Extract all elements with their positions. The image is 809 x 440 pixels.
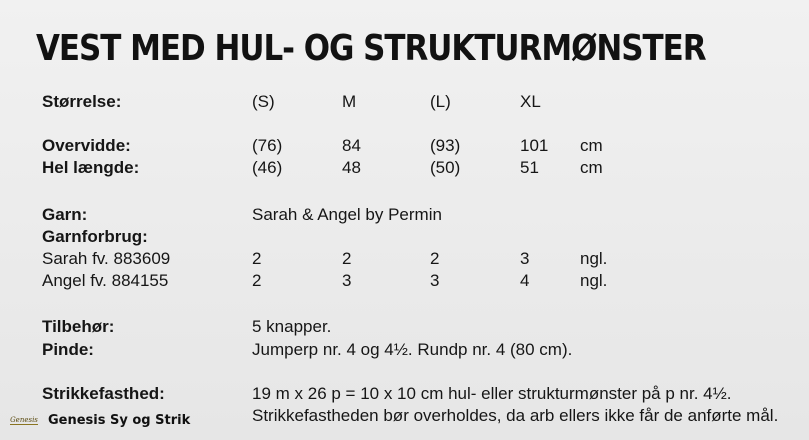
yarn-label: Garn:	[42, 205, 88, 224]
sizes-label: Størrelse:	[42, 92, 122, 111]
chest-label: Overvidde:	[42, 136, 131, 155]
gauge-line-2: Strikkefastheden bør overholdes, da arb ellers ikke får de anførte mål.	[252, 406, 779, 425]
chest-value: 84	[342, 136, 361, 155]
needles-label: Pinde:	[42, 340, 94, 359]
angel-value: 3	[430, 271, 440, 290]
angel-value: 3	[342, 271, 352, 290]
yarn-row	[0, 204, 809, 226]
chest-value: 101	[520, 136, 549, 155]
brand-name: Genesis Sy og Strik	[48, 413, 191, 428]
length-unit: cm	[580, 158, 603, 177]
angel-row	[0, 270, 809, 292]
size-value: (S)	[252, 92, 275, 111]
sarah-label: Sarah fv. 883609	[42, 249, 171, 268]
length-value: 51	[520, 158, 539, 177]
sarah-row	[0, 248, 809, 270]
chest-value: (76)	[252, 136, 283, 155]
accessories-row	[0, 316, 809, 338]
angel-value: 2	[252, 271, 262, 290]
sarah-unit: ngl.	[580, 249, 608, 268]
length-row	[0, 157, 809, 179]
accessories-value: 5 knapper.	[252, 317, 332, 336]
angel-label: Angel fv. 884155	[42, 271, 169, 290]
angel-unit: ngl.	[580, 271, 608, 290]
page-title: VEST MED HUL- OG STRUKTURMØNSTER	[36, 28, 706, 69]
yarn-value: Sarah & Angel by Permin	[252, 205, 442, 224]
accessories-label: Tilbehør:	[42, 317, 115, 336]
size-value: (L)	[430, 92, 451, 111]
needles-row	[0, 339, 809, 361]
consumption-label: Garnforbrug:	[42, 227, 148, 246]
gauge-label: Strikkefasthed:	[42, 384, 165, 403]
gauge-line-1: 19 m x 26 p = 10 x 10 cm hul- eller strukturmønster på p nr. 4½.	[252, 384, 732, 403]
length-value: (46)	[252, 158, 283, 177]
needles-value: Jumperp nr. 4 og 4½. Rundp nr. 4 (80 cm).	[252, 340, 573, 359]
sarah-value: 2	[342, 249, 352, 268]
sarah-value: 3	[520, 249, 530, 268]
size-value: M	[342, 92, 357, 111]
length-value: (50)	[430, 158, 461, 177]
chest-value: (93)	[430, 136, 461, 155]
sarah-value: 2	[430, 249, 440, 268]
size-value: XL	[520, 92, 541, 111]
length-label: Hel længde:	[42, 158, 140, 177]
sizes-row	[0, 91, 809, 113]
chest-unit: cm	[580, 136, 603, 155]
gauge-row	[0, 383, 809, 405]
angel-value: 4	[520, 271, 530, 290]
length-value: 48	[342, 158, 361, 177]
sarah-value: 2	[252, 249, 262, 268]
logo-text: Genesis	[10, 415, 38, 424]
genesis-logo	[6, 405, 42, 435]
chest-row	[0, 135, 809, 157]
consumption-row	[0, 226, 809, 248]
